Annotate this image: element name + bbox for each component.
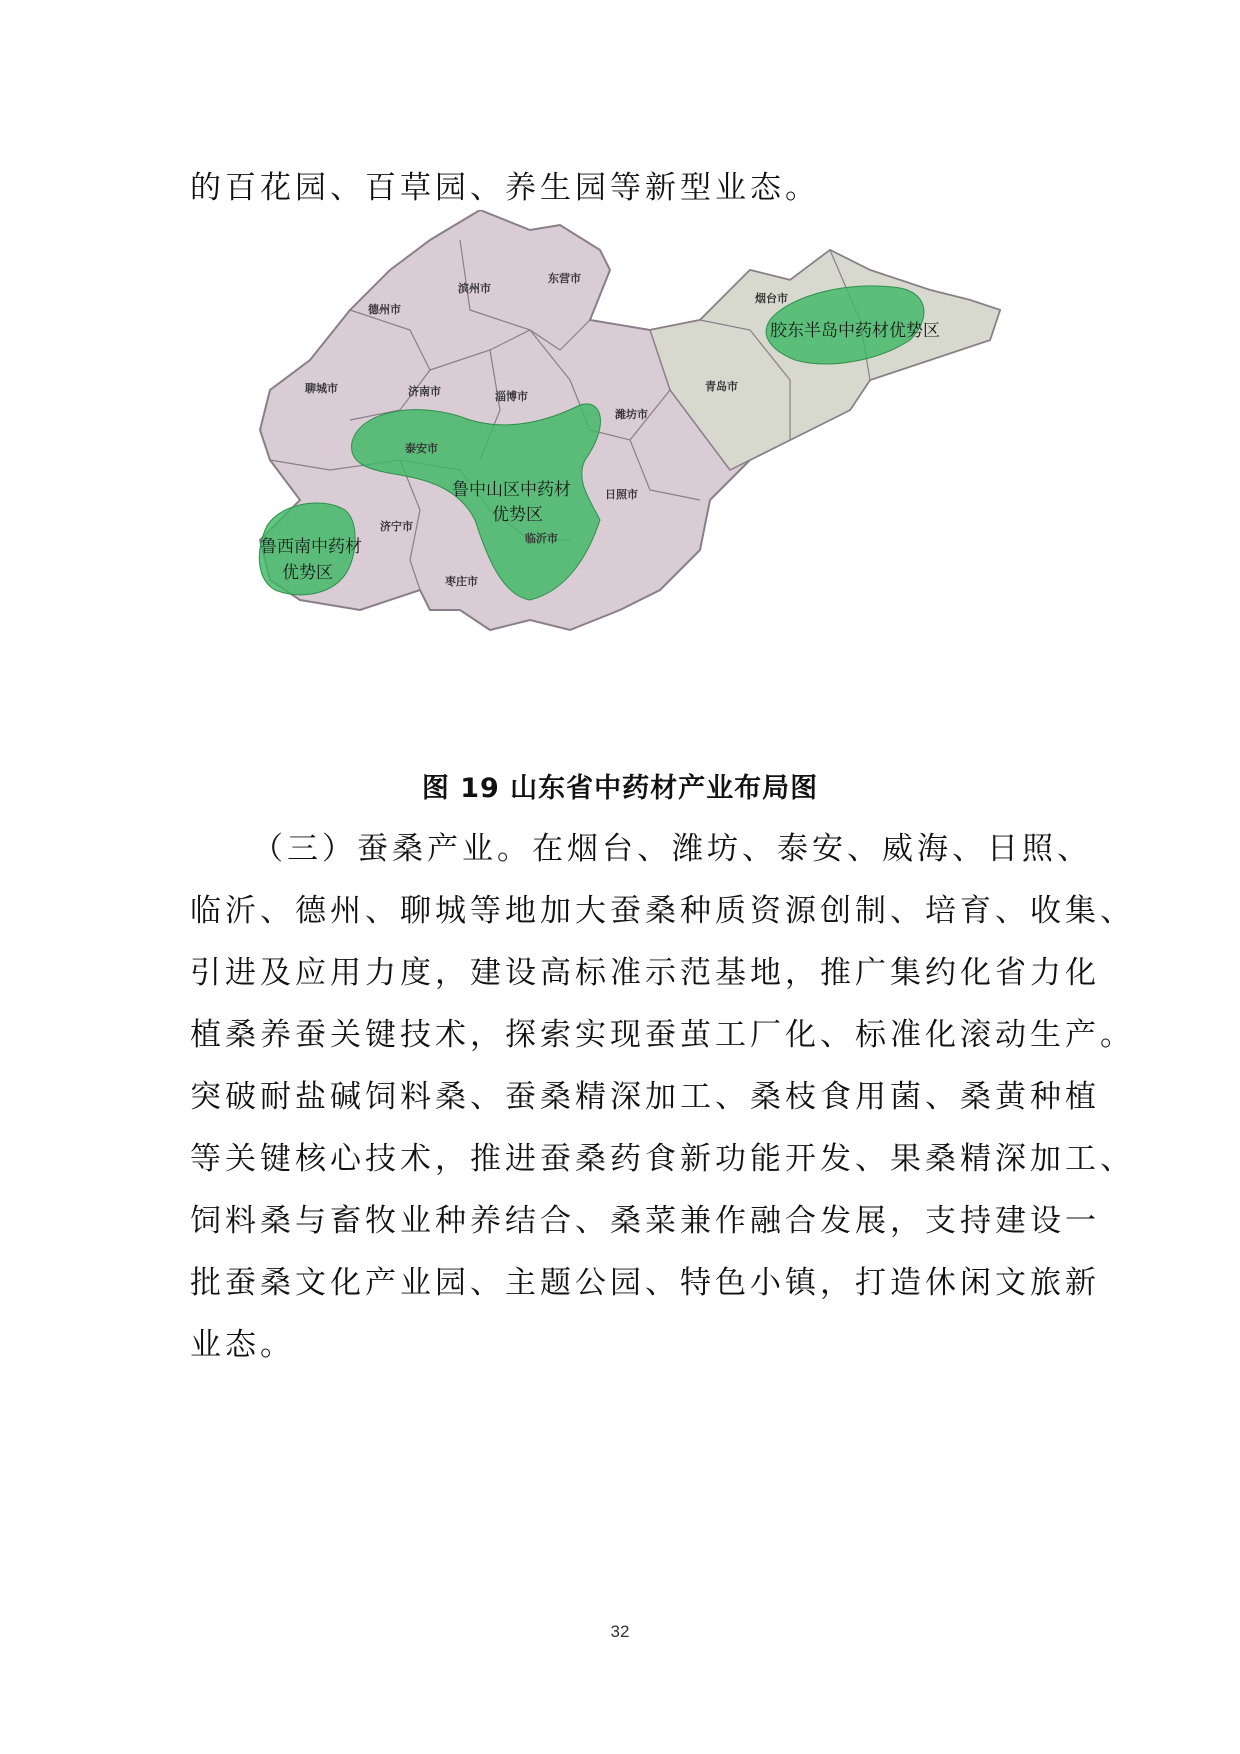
city-label: 济宁市	[380, 520, 413, 533]
paragraph-line: 引进及应用力度，建设高标准示范基地，推广集约化省力化	[190, 955, 1100, 991]
luzhong-region-label-line1: 鲁中山区中药材	[452, 480, 571, 500]
paragraph-line: 饲料桑与畜牧业种养结合、桑菜兼作融合发展，支持建设一	[190, 1203, 1100, 1239]
luzhong-region-label-line2: 优势区	[492, 505, 543, 525]
city-label: 枣庄市	[445, 575, 478, 588]
sericulture-paragraph	[190, 818, 1135, 1376]
figure-caption: 图 19 山东省中药材产业布局图	[421, 773, 819, 804]
shandong-tcm-map	[230, 210, 1038, 730]
city-label: 德州市	[368, 303, 401, 316]
paragraph-line: 临沂、德州、聊城等地加大蚕桑种质资源创制、培育、收集、	[190, 893, 1135, 929]
city-label: 济南市	[408, 385, 441, 398]
luxinan-region-label-line1: 鲁西南中药材	[260, 537, 362, 557]
paragraph-line: 突破耐盐碱饲料桑、蚕桑精深加工、桑枝食用菌、桑黄种植	[190, 1079, 1100, 1115]
page-number: 32	[610, 1622, 630, 1641]
map-svg	[230, 210, 1038, 730]
paragraph-line: 等关键核心技术，推进蚕桑药食新功能开发、果桑精深加工、	[190, 1141, 1135, 1177]
city-label: 烟台市	[755, 292, 788, 305]
city-label: 东营市	[548, 272, 581, 285]
paragraph-line: （三）蚕桑产业。在烟台、潍坊、泰安、威海、日照、	[252, 831, 1092, 867]
city-label: 淄博市	[495, 390, 528, 403]
jiaodong-region-label: 胶东半岛中药材优势区	[770, 321, 940, 341]
intro-text-line: 的百花园、百草园、养生园等新型业态。	[190, 170, 820, 206]
paragraph-line: 植桑养蚕关键技术，探索实现蚕茧工厂化、标准化滚动生产。	[190, 1017, 1135, 1053]
city-label: 聊城市	[305, 382, 338, 395]
paragraph-line: 批蚕桑文化产业园、主题公园、特色小镇，打造休闲文旅新	[190, 1265, 1100, 1301]
city-label: 滨州市	[458, 282, 491, 295]
city-label: 临沂市	[525, 532, 558, 545]
city-label: 泰安市	[405, 442, 438, 455]
city-label: 日照市	[605, 488, 638, 501]
city-label: 青岛市	[705, 380, 738, 393]
paragraph-line: 业态。	[190, 1327, 295, 1363]
city-label: 潍坊市	[615, 408, 648, 421]
luxinan-region-label-line2: 优势区	[282, 563, 333, 583]
